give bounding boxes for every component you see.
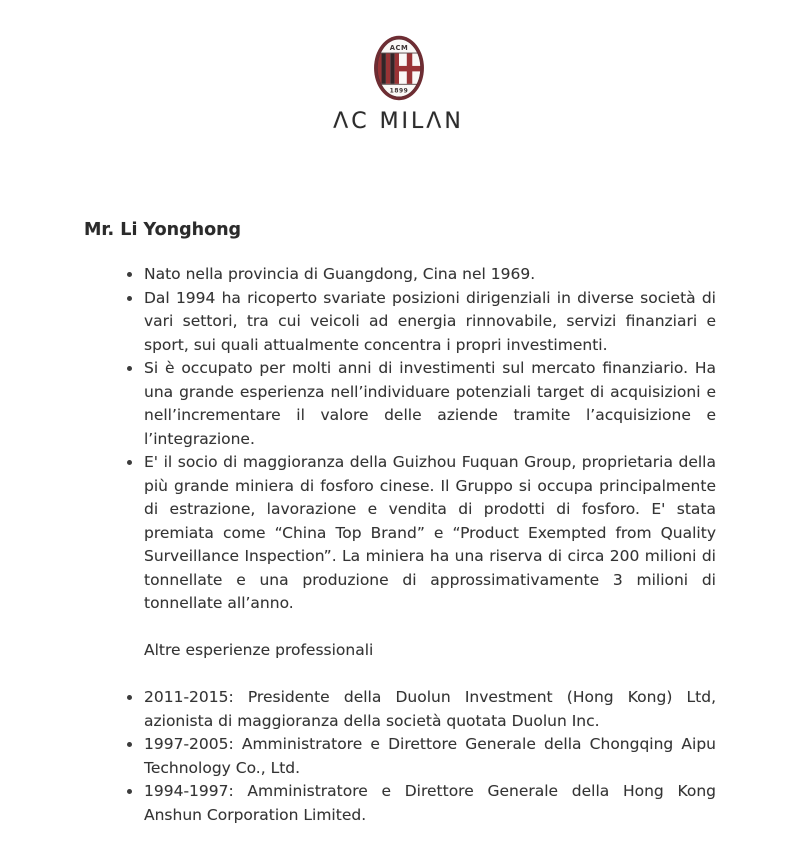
page-title: Mr. Li Yonghong: [84, 220, 242, 240]
section-heading: Altre esperienze professionali: [144, 640, 374, 659]
crest-bottom-band-line: [375, 84, 422, 85]
bio-bullet-4: E' il socio di maggioranza della Guizhou Fuquan Group, proprietaria della più grande miniera di fosforo cinese. Il Gruppo si occupa principalmente di estrazione, lavorazione e vendita di prodotti di fosforo. E' stata premiata come “China Top Brand” e “Product Exempted from Quality Surveillance Inspection”. La miniera ha una riserva di circa 200 milioni di tonnellate e una produzione di approssimativamente 3 milioni di tonnellate all’anno.: [144, 451, 716, 616]
experience-bullet-2: 1997-2005: Amministratore e Direttore Generale della Chongqing Aipu Technology Co., Ltd.: [144, 733, 716, 780]
experience-bullet-3: 1994-1997: Amministratore e Direttore Generale della Hong Kong Anshun Corporation Limited.: [144, 780, 716, 827]
letterhead: [0, 0, 797, 134]
crest-year: 1899: [389, 87, 408, 95]
crest-top-band-line: [375, 53, 422, 54]
bio-bullet-list: [84, 263, 716, 616]
experience-bullet-list: [84, 686, 716, 827]
document-body: [0, 218, 797, 827]
bio-bullet-1: Nato nella provincia di Guangdong, Cina nel 1969.: [144, 263, 716, 287]
bio-bullet-3: Si è occupato per molti anni di investimenti sul mercato finanziario. Ha una grande esperienza nell’individuare potenziali target di acquisizioni e nell’incrementare il valore delle aziende tramite l’acquisizione e l’integrazione.: [144, 357, 716, 451]
bio-bullet-2: Dal 1994 ha ricoperto svariate posizioni dirigenziali in diverse società di vari settori, tra cui veicoli ad energia rinnovabile, servizi finanziari e sport, sui quali attualmente concentra i propri investimenti.: [144, 287, 716, 358]
crest-red-stripes: [377, 53, 399, 83]
ac-milan-wordmark: ΛC MILΛN: [333, 109, 464, 134]
experience-bullet-1: 2011-2015: Presidente della Duolun Investment (Hong Kong) Ltd, azionista di maggioranza della società quotata Duolun Inc.: [144, 686, 716, 733]
crest-initials: ACM: [389, 43, 408, 52]
ac-milan-crest-icon: [373, 34, 425, 102]
